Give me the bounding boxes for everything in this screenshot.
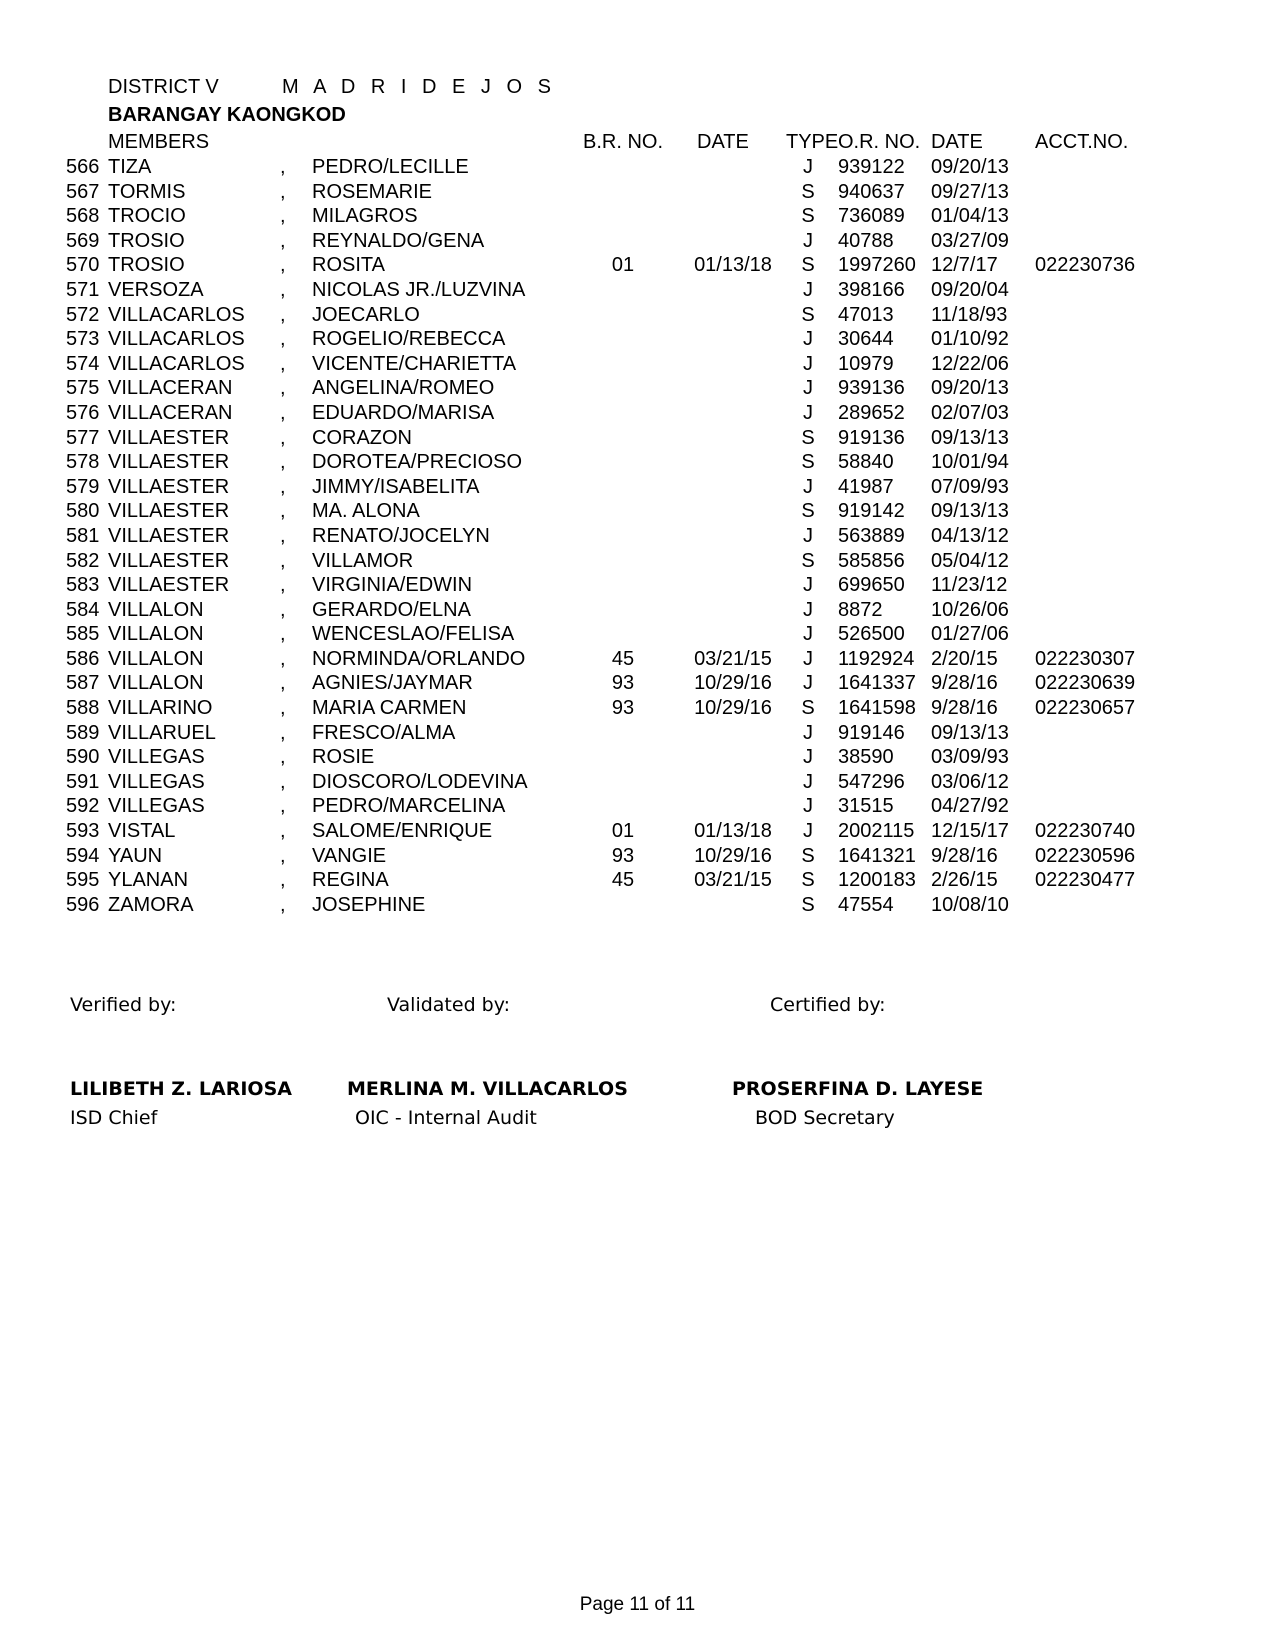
or-number: 939136 xyxy=(838,377,905,400)
verified-name: LILIBETH Z. LARIOSA xyxy=(70,1078,292,1100)
col-or-date: DATE xyxy=(931,131,983,153)
member-number: 572 xyxy=(66,303,100,326)
member-lastname: VILLACERAN xyxy=(108,401,233,424)
table-row xyxy=(0,499,1275,524)
member-number: 585 xyxy=(66,623,100,646)
member-firstname: MILAGROS xyxy=(312,205,418,228)
br-date: 10/29/16 xyxy=(694,672,772,695)
member-firstname: FRESCO/ALMA xyxy=(312,721,456,744)
or-number: 940637 xyxy=(838,180,905,203)
member-type: S xyxy=(801,303,815,326)
table-row xyxy=(0,844,1275,869)
table-row xyxy=(0,204,1275,229)
or-number: 919146 xyxy=(838,721,905,744)
or-number: 58840 xyxy=(838,451,894,474)
member-firstname: DIOSCORO/LODEVINA xyxy=(312,770,528,793)
account-number: 022230657 xyxy=(1035,697,1136,720)
member-type: S xyxy=(801,500,815,523)
member-firstname: MARIA CARMEN xyxy=(312,697,467,720)
member-firstname: VIRGINIA/EDWIN xyxy=(312,574,473,597)
table-row xyxy=(0,671,1275,696)
or-number: 526500 xyxy=(838,623,905,646)
or-date: 09/27/13 xyxy=(931,180,1009,203)
table-row xyxy=(0,647,1275,672)
br-number: 45 xyxy=(611,869,635,892)
or-number: 40788 xyxy=(838,229,894,252)
member-type: J xyxy=(803,795,813,818)
validated-by-label: Validated by: xyxy=(387,994,510,1016)
name-separator: , xyxy=(280,475,286,498)
member-type: S xyxy=(801,697,815,720)
col-br-no: B.R. NO. xyxy=(583,131,664,153)
name-separator: , xyxy=(280,647,286,670)
name-separator: , xyxy=(280,574,286,597)
name-separator: , xyxy=(280,549,286,572)
table-row xyxy=(0,696,1275,721)
col-date: DATE xyxy=(697,131,749,153)
table-row xyxy=(0,180,1275,205)
member-lastname: VILLAESTER xyxy=(108,426,230,449)
name-separator: , xyxy=(280,254,286,277)
member-number: 596 xyxy=(66,893,100,916)
member-type: J xyxy=(803,623,813,646)
table-row xyxy=(0,819,1275,844)
member-lastname: TROSIO xyxy=(108,254,185,277)
member-lastname: VILLAESTER xyxy=(108,500,230,523)
member-type: J xyxy=(803,746,813,769)
name-separator: , xyxy=(280,156,286,178)
or-date: 11/23/12 xyxy=(931,574,1008,597)
district-label: DISTRICT V xyxy=(108,76,219,98)
member-type: S xyxy=(801,451,815,474)
member-number: 576 xyxy=(66,401,100,424)
verified-by-label: Verified by: xyxy=(70,994,177,1016)
table-row xyxy=(0,376,1275,401)
or-date: 05/04/12 xyxy=(931,549,1009,572)
member-lastname: VILLALON xyxy=(108,647,204,670)
name-separator: , xyxy=(280,401,286,424)
br-date: 10/29/16 xyxy=(694,844,772,867)
member-type: J xyxy=(803,524,813,547)
member-firstname: PEDRO/MARCELINA xyxy=(312,795,506,818)
or-date: 04/13/12 xyxy=(931,524,1009,547)
member-type: J xyxy=(803,574,813,597)
br-number: 93 xyxy=(611,672,635,695)
account-number: 022230740 xyxy=(1035,820,1136,843)
name-separator: , xyxy=(280,278,286,301)
member-firstname: MA. ALONA xyxy=(312,500,420,523)
table-row xyxy=(0,426,1275,451)
member-lastname: YLANAN xyxy=(108,869,189,892)
member-lastname: VILLALON xyxy=(108,623,204,646)
member-lastname: VILLACARLOS xyxy=(108,328,245,351)
name-separator: , xyxy=(280,869,286,892)
table-row xyxy=(0,303,1275,328)
or-date: 01/04/13 xyxy=(931,205,1009,228)
name-separator: , xyxy=(280,746,286,769)
or-date: 12/22/06 xyxy=(931,352,1009,375)
name-separator: , xyxy=(280,770,286,793)
or-date: 12/7/17 xyxy=(931,254,998,277)
member-firstname: ROGELIO/REBECCA xyxy=(312,328,506,351)
account-number: 022230307 xyxy=(1035,647,1136,670)
or-number: 1641337 xyxy=(838,672,916,695)
br-date: 03/21/15 xyxy=(694,869,772,892)
member-type: J xyxy=(803,352,813,375)
table-row xyxy=(0,352,1275,377)
br-number: 01 xyxy=(611,820,635,843)
member-number: 569 xyxy=(66,229,100,252)
or-number: 1641598 xyxy=(838,697,916,720)
name-separator: , xyxy=(280,426,286,449)
member-number: 570 xyxy=(66,254,100,277)
or-date: 2/20/15 xyxy=(931,647,998,670)
account-number: 022230596 xyxy=(1035,844,1136,867)
or-date: 09/20/13 xyxy=(931,377,1009,400)
member-firstname: NICOLAS JR./LUZVINA xyxy=(312,278,526,301)
member-type: J xyxy=(803,156,813,178)
name-separator: , xyxy=(280,820,286,843)
or-date: 09/13/13 xyxy=(931,426,1009,449)
member-number: 573 xyxy=(66,328,100,351)
member-lastname: VILLEGAS xyxy=(108,770,205,793)
name-separator: , xyxy=(280,697,286,720)
member-number: 571 xyxy=(66,278,100,301)
member-firstname: JOSEPHINE xyxy=(312,893,426,916)
member-lastname: VILLALON xyxy=(108,672,204,695)
name-separator: , xyxy=(280,623,286,646)
member-type: J xyxy=(803,820,813,843)
member-firstname: DOROTEA/PRECIOSO xyxy=(312,451,523,474)
member-number: 590 xyxy=(66,746,100,769)
br-number: 45 xyxy=(611,647,635,670)
member-type: J xyxy=(803,598,813,621)
br-date: 01/13/18 xyxy=(694,254,772,277)
member-firstname: ROSIE xyxy=(312,746,375,769)
member-firstname: VILLAMOR xyxy=(312,549,414,572)
member-number: 577 xyxy=(66,426,100,449)
member-type: J xyxy=(803,278,813,301)
or-number: 30644 xyxy=(838,328,894,351)
or-number: 8872 xyxy=(838,598,883,621)
or-number: 31515 xyxy=(838,795,894,818)
member-type: J xyxy=(803,721,813,744)
member-firstname: VANGIE xyxy=(312,844,387,867)
name-separator: , xyxy=(280,598,286,621)
member-number: 582 xyxy=(66,549,100,572)
name-separator: , xyxy=(280,721,286,744)
member-type: S xyxy=(801,180,815,203)
account-number: 022230639 xyxy=(1035,672,1136,695)
name-separator: , xyxy=(280,303,286,326)
table-row xyxy=(0,401,1275,426)
or-number: 2002115 xyxy=(838,820,915,843)
member-type: J xyxy=(803,647,813,670)
member-type: J xyxy=(803,229,813,252)
or-date: 03/09/93 xyxy=(931,746,1009,769)
name-separator: , xyxy=(280,844,286,867)
col-or-no: O.R. NO. xyxy=(838,131,921,153)
table-row xyxy=(0,794,1275,819)
or-number: 289652 xyxy=(838,401,905,424)
or-number: 398166 xyxy=(838,278,905,301)
or-number: 1200183 xyxy=(838,869,916,892)
member-number: 587 xyxy=(66,672,100,695)
certified-title: BOD Secretary xyxy=(755,1107,895,1129)
table-row xyxy=(0,868,1275,893)
name-separator: , xyxy=(280,524,286,547)
member-number: 575 xyxy=(66,377,100,400)
table-row xyxy=(0,573,1275,598)
name-separator: , xyxy=(280,229,286,252)
or-date: 04/27/92 xyxy=(931,795,1009,818)
member-firstname: REYNALDO/GENA xyxy=(312,229,485,252)
member-firstname: GERARDO/ELNA xyxy=(312,598,471,621)
or-number: 47013 xyxy=(838,303,894,326)
name-separator: , xyxy=(280,893,286,916)
or-number: 547296 xyxy=(838,770,905,793)
member-lastname: TROCIO xyxy=(108,205,186,228)
or-date: 10/26/06 xyxy=(931,598,1009,621)
col-members: MEMBERS xyxy=(108,131,210,153)
member-type: J xyxy=(803,377,813,400)
br-date: 10/29/16 xyxy=(694,697,772,720)
member-type: J xyxy=(803,672,813,695)
member-type: S xyxy=(801,205,815,228)
member-lastname: TIZA xyxy=(108,156,152,178)
member-firstname: NORMINDA/ORLANDO xyxy=(312,647,526,670)
member-lastname: VISTAL xyxy=(108,820,176,843)
or-number: 919142 xyxy=(838,500,905,523)
member-firstname: RENATO/JOCELYN xyxy=(312,524,490,547)
member-lastname: VILLALON xyxy=(108,598,204,621)
name-separator: , xyxy=(280,328,286,351)
verified-title: ISD Chief xyxy=(70,1107,158,1129)
member-number: 568 xyxy=(66,205,100,228)
town-label: M A D R I D E J O S xyxy=(282,76,556,98)
member-number: 595 xyxy=(66,869,100,892)
or-date: 9/28/16 xyxy=(931,672,998,695)
member-lastname: VILLARUEL xyxy=(108,721,216,744)
member-firstname: ROSITA xyxy=(312,254,385,277)
member-type: S xyxy=(801,549,815,572)
member-type: S xyxy=(801,844,815,867)
name-separator: , xyxy=(280,795,286,818)
br-date: 03/21/15 xyxy=(694,647,772,670)
or-number: 699650 xyxy=(838,574,905,597)
member-type: S xyxy=(801,893,815,916)
member-lastname: TROSIO xyxy=(108,229,185,252)
table-row xyxy=(0,549,1275,574)
member-type: S xyxy=(801,869,815,892)
member-lastname: VILLAESTER xyxy=(108,574,230,597)
members-table xyxy=(0,155,1275,917)
member-firstname: SALOME/ENRIQUE xyxy=(312,820,493,843)
or-date: 01/10/92 xyxy=(931,328,1009,351)
member-lastname: TORMIS xyxy=(108,180,186,203)
member-number: 593 xyxy=(66,820,100,843)
member-number: 579 xyxy=(66,475,100,498)
certified-by-label: Certified by: xyxy=(770,994,886,1016)
member-firstname: CORAZON xyxy=(312,426,412,449)
or-number: 1192924 xyxy=(838,647,915,670)
member-number: 580 xyxy=(66,500,100,523)
table-row xyxy=(0,721,1275,746)
member-lastname: VILLAESTER xyxy=(108,549,230,572)
or-date: 02/07/03 xyxy=(931,401,1009,424)
member-number: 591 xyxy=(66,770,100,793)
certified-name: PROSERFINA D. LAYESE xyxy=(732,1078,984,1100)
member-firstname: VICENTE/CHARIETTA xyxy=(312,352,517,375)
member-firstname: AGNIES/JAYMAR xyxy=(312,672,473,695)
table-row xyxy=(0,475,1275,500)
member-number: 567 xyxy=(66,180,100,203)
or-number: 1641321 xyxy=(838,844,916,867)
or-number: 41987 xyxy=(838,475,894,498)
col-acct-no: ACCT.NO. xyxy=(1035,131,1129,153)
member-number: 589 xyxy=(66,721,100,744)
or-date: 03/27/09 xyxy=(931,229,1009,252)
member-number: 578 xyxy=(66,451,100,474)
member-type: J xyxy=(803,475,813,498)
table-row xyxy=(0,450,1275,475)
table-row xyxy=(0,253,1275,278)
br-number: 93 xyxy=(611,697,635,720)
or-number: 585856 xyxy=(838,549,905,572)
or-number: 10979 xyxy=(838,352,894,375)
member-type: S xyxy=(801,254,815,277)
member-lastname: ZAMORA xyxy=(108,893,194,916)
member-firstname: PEDRO/LECILLE xyxy=(312,156,469,178)
or-date: 09/20/13 xyxy=(931,156,1009,178)
or-date: 09/13/13 xyxy=(931,721,1009,744)
or-date: 10/01/94 xyxy=(931,451,1009,474)
barangay-label: BARANGAY KAONGKOD xyxy=(108,104,346,126)
br-number: 93 xyxy=(611,844,635,867)
member-lastname: VERSOZA xyxy=(108,278,204,301)
member-lastname: VILLAESTER xyxy=(108,451,230,474)
member-firstname: ROSEMARIE xyxy=(312,180,433,203)
member-firstname: JIMMY/ISABELITA xyxy=(312,475,480,498)
name-separator: , xyxy=(280,500,286,523)
or-number: 47554 xyxy=(838,893,894,916)
name-separator: , xyxy=(280,205,286,228)
member-lastname: VILLEGAS xyxy=(108,795,205,818)
member-firstname: EDUARDO/MARISA xyxy=(312,401,495,424)
table-row xyxy=(0,745,1275,770)
member-lastname: VILLAESTER xyxy=(108,475,230,498)
or-date: 9/28/16 xyxy=(931,697,998,720)
or-number: 736089 xyxy=(838,205,905,228)
member-firstname: ANGELINA/ROMEO xyxy=(312,377,495,400)
br-number: 01 xyxy=(611,254,635,277)
member-lastname: YAUN xyxy=(108,844,163,867)
table-row xyxy=(0,524,1275,549)
col-type: TYPE xyxy=(786,131,839,153)
validated-name: MERLINA M. VILLACARLOS xyxy=(347,1078,628,1100)
or-number: 38590 xyxy=(838,746,894,769)
member-lastname: VILLEGAS xyxy=(108,746,205,769)
member-number: 586 xyxy=(66,647,100,670)
member-lastname: VILLACARLOS xyxy=(108,303,245,326)
member-lastname: VILLACERAN xyxy=(108,377,233,400)
or-date: 2/26/15 xyxy=(931,869,998,892)
member-number: 583 xyxy=(66,574,100,597)
member-firstname: JOECARLO xyxy=(312,303,420,326)
br-date: 01/13/18 xyxy=(694,820,772,843)
member-firstname: REGINA xyxy=(312,869,389,892)
name-separator: , xyxy=(280,352,286,375)
name-separator: , xyxy=(280,377,286,400)
member-number: 566 xyxy=(66,156,100,178)
member-number: 588 xyxy=(66,697,100,720)
validated-title: OIC - Internal Audit xyxy=(355,1107,537,1129)
table-row xyxy=(0,598,1275,623)
or-number: 563889 xyxy=(838,524,905,547)
table-row xyxy=(0,327,1275,352)
table-row xyxy=(0,893,1275,918)
member-number: 594 xyxy=(66,844,100,867)
or-date: 12/15/17 xyxy=(931,820,1009,843)
name-separator: , xyxy=(280,672,286,695)
table-row xyxy=(0,770,1275,795)
member-number: 592 xyxy=(66,795,100,818)
member-lastname: VILLAESTER xyxy=(108,524,230,547)
page-number: Page 11 of 11 xyxy=(579,1594,696,1615)
or-date: 9/28/16 xyxy=(931,844,998,867)
member-type: J xyxy=(803,401,813,424)
or-number: 919136 xyxy=(838,426,905,449)
table-row xyxy=(0,155,1275,180)
or-date: 11/18/93 xyxy=(931,303,1008,326)
member-number: 574 xyxy=(66,352,100,375)
or-date: 09/20/04 xyxy=(931,278,1009,301)
member-type: J xyxy=(803,328,813,351)
or-date: 10/08/10 xyxy=(931,893,1009,916)
member-type: S xyxy=(801,426,815,449)
account-number: 022230736 xyxy=(1035,254,1136,277)
table-row xyxy=(0,278,1275,303)
member-number: 581 xyxy=(66,524,100,547)
or-date: 09/13/13 xyxy=(931,500,1009,523)
account-number: 022230477 xyxy=(1035,869,1136,892)
or-number: 1997260 xyxy=(838,254,916,277)
table-row xyxy=(0,229,1275,254)
name-separator: , xyxy=(280,180,286,203)
member-firstname: WENCESLAO/FELISA xyxy=(312,623,515,646)
name-separator: , xyxy=(280,451,286,474)
or-date: 01/27/06 xyxy=(931,623,1009,646)
table-row xyxy=(0,622,1275,647)
member-lastname: VILLACARLOS xyxy=(108,352,245,375)
or-date: 03/06/12 xyxy=(931,770,1009,793)
member-number: 584 xyxy=(66,598,100,621)
or-number: 939122 xyxy=(838,156,905,178)
member-lastname: VILLARINO xyxy=(108,697,213,720)
member-type: J xyxy=(803,770,813,793)
or-date: 07/09/93 xyxy=(931,475,1009,498)
